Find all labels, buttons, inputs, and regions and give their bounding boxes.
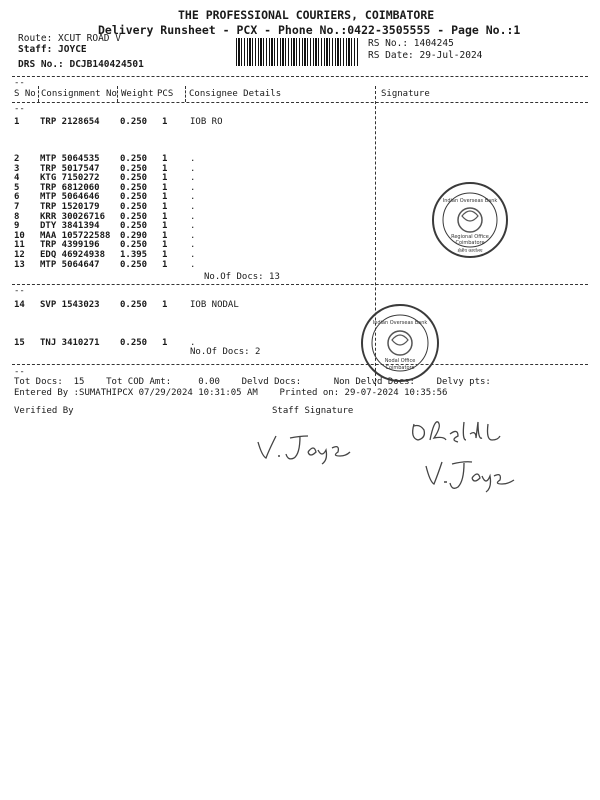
row-sno: 12 (14, 250, 25, 260)
row-consignee: . (190, 259, 196, 270)
row-pcs: 1 (162, 154, 168, 164)
column-divider (12, 102, 588, 103)
row-consignee: IOB RO (190, 117, 223, 127)
col-sep (185, 86, 186, 102)
row-consignee: . (190, 211, 196, 222)
row-sno: 10 (14, 230, 25, 241)
row-weight: 0.250 (120, 202, 148, 212)
row-consignee: . (190, 182, 196, 193)
rs-number: RS No.: 1404245 (368, 38, 454, 49)
row-consignment: TRP 6812060 (40, 182, 100, 193)
row-marker: -- (14, 104, 25, 114)
group1-doc-count: No.Of Docs: 13 (204, 272, 280, 282)
row-consignment: TRP 4399196 (40, 240, 100, 251)
totals-line: Tot Docs: 15 Tot COD Amt: 0.00 Delvd Docs: Non Delvd Docs: Delvy pts: (14, 377, 491, 387)
staff-label: Staff: JOYCE (18, 44, 87, 55)
svg-text:Regional Office: Regional Office (451, 234, 489, 240)
col-consignment: Consignment No (41, 89, 117, 99)
col-sno: S No (14, 89, 36, 99)
row-consignee: . (190, 250, 196, 260)
group2-doc-count: No.Of Docs: 2 (190, 347, 261, 357)
row-pcs: 1 (162, 117, 168, 127)
row-weight: 1.395 (120, 250, 148, 260)
row-consignee: . (190, 221, 196, 232)
row-consignee: . (190, 192, 196, 203)
row-pcs: 1 (162, 163, 168, 174)
row-sno: 7 (14, 202, 20, 212)
row-sno: 15 (14, 338, 25, 348)
drs-number: DRS No.: DCJB140424501 (18, 59, 144, 70)
row-pcs: 1 (162, 259, 168, 270)
col-sep (117, 86, 118, 102)
row-marker: -- (14, 286, 25, 296)
verified-by-label: Verified By (14, 406, 74, 416)
row-weight: 0.250 (120, 182, 148, 193)
row-weight: 0.250 (120, 154, 148, 164)
row-consignee: . (190, 163, 196, 174)
row-weight: 0.250 (120, 221, 148, 232)
row-sno: 14 (14, 300, 25, 310)
signature-staff-name (420, 456, 520, 496)
group-divider (12, 284, 588, 285)
company-name: THE PROFESSIONAL COURIERS, COIMBATORE (178, 8, 435, 22)
row-consignment: KRR 30026716 (40, 211, 106, 222)
col-sep (38, 86, 39, 102)
row-consignee: . (190, 230, 196, 241)
row-sno: 3 (14, 163, 20, 174)
row-weight: 0.250 (120, 300, 148, 310)
row-pcs: 1 (162, 221, 168, 232)
bank-stamp-icon (430, 180, 510, 260)
row-pcs: 1 (162, 182, 168, 193)
svg-text:Indian Overseas Bank: Indian Overseas Bank (372, 320, 428, 326)
row-weight: 0.250 (120, 117, 148, 127)
svg-text:Coimbatore: Coimbatore (385, 365, 415, 371)
row-consignment: EDQ 46924938 (40, 250, 106, 260)
row-pcs: 1 (162, 338, 168, 348)
row-consignee: IOB NODAL (190, 300, 239, 310)
col-consignee: Consignee Details (189, 89, 282, 99)
row-sno: 5 (14, 182, 20, 193)
col-signature: Signature (381, 89, 430, 99)
col-pcs: PCS (157, 89, 174, 99)
row-pcs: 1 (162, 250, 168, 260)
row-marker: -- (14, 367, 25, 377)
row-weight: 0.250 (120, 240, 148, 251)
signature-staff (408, 418, 528, 450)
row-consignment: TRP 2128654 (40, 117, 100, 127)
row-consignee: . (190, 173, 196, 184)
row-sno: 13 (14, 259, 25, 270)
row-consignment: TRP 1520179 (40, 202, 100, 212)
svg-text:Coimbatore: Coimbatore (455, 240, 485, 246)
row-consignment: KTG 7150272 (40, 173, 100, 184)
row-consignment: TNJ 3410271 (40, 338, 100, 348)
row-pcs: 1 (162, 240, 168, 251)
entered-by-line: Entered By :SUMATHIPCX 07/29/2024 10:31:05 AM Printed on: 29-07-2024 10:35:56 (14, 388, 448, 398)
header-divider (12, 76, 588, 77)
row-pcs: 1 (162, 300, 168, 310)
group-divider (12, 364, 588, 365)
staff-signature-label: Staff Signature (272, 406, 354, 416)
route-label: Route: XCUT ROAD V (18, 33, 121, 44)
row-consignment: TRP 5017547 (40, 163, 100, 174)
row-pcs: 1 (162, 192, 168, 203)
row-sno: 8 (14, 211, 20, 222)
svg-text:Nodal Office: Nodal Office (384, 358, 416, 364)
svg-text:Indian Overseas Bank: Indian Overseas Bank (442, 198, 498, 204)
row-consignment: DTY 3841394 (40, 221, 100, 232)
rs-date: RS Date: 29-Jul-2024 (368, 50, 483, 61)
barcode-image (236, 38, 358, 66)
row-weight: 0.250 (120, 259, 148, 270)
row-sno: 6 (14, 192, 20, 203)
col-weight: Weight (121, 89, 154, 99)
row-consignee: . (190, 338, 196, 348)
row-consignment: MTP 5064647 (40, 259, 100, 270)
row-weight: 0.250 (120, 192, 148, 203)
bank-stamp-icon (358, 302, 442, 384)
row-weight: 0.250 (120, 163, 148, 174)
row-sno: 1 (14, 117, 20, 127)
row-sno: 9 (14, 221, 20, 232)
row-weight: 0.290 (120, 230, 148, 241)
runsheet-title: Delivery Runsheet - PCX - Phone No.:0422-3505555 - Page No.:1 (98, 23, 521, 37)
row-pcs: 1 (162, 211, 168, 222)
row-consignment: MTP 5064646 (40, 192, 100, 203)
row-consignee: . (190, 202, 196, 212)
row-weight: 0.250 (120, 211, 148, 222)
row-weight: 0.250 (120, 338, 148, 348)
svg-text:क्षेत्रीय कार्यालय: क्षेत्रीय कार्यालय (457, 249, 483, 254)
row-consignment: MTP 5064535 (40, 154, 100, 164)
signature-verified (252, 428, 362, 468)
row-sno: 2 (14, 154, 20, 164)
row-pcs: 1 (162, 230, 168, 241)
row-sno: 4 (14, 173, 20, 184)
row-pcs: 1 (162, 202, 168, 212)
row-consignment: SVP 1543023 (40, 300, 100, 310)
row-consignee: . (190, 154, 196, 164)
row-pcs: 1 (162, 173, 168, 184)
row-consignment: MAA 105722588 (40, 230, 111, 241)
row-sno: 11 (14, 240, 25, 251)
row-marker: -- (14, 78, 25, 88)
row-consignee: . (190, 240, 196, 251)
row-weight: 0.250 (120, 173, 148, 184)
